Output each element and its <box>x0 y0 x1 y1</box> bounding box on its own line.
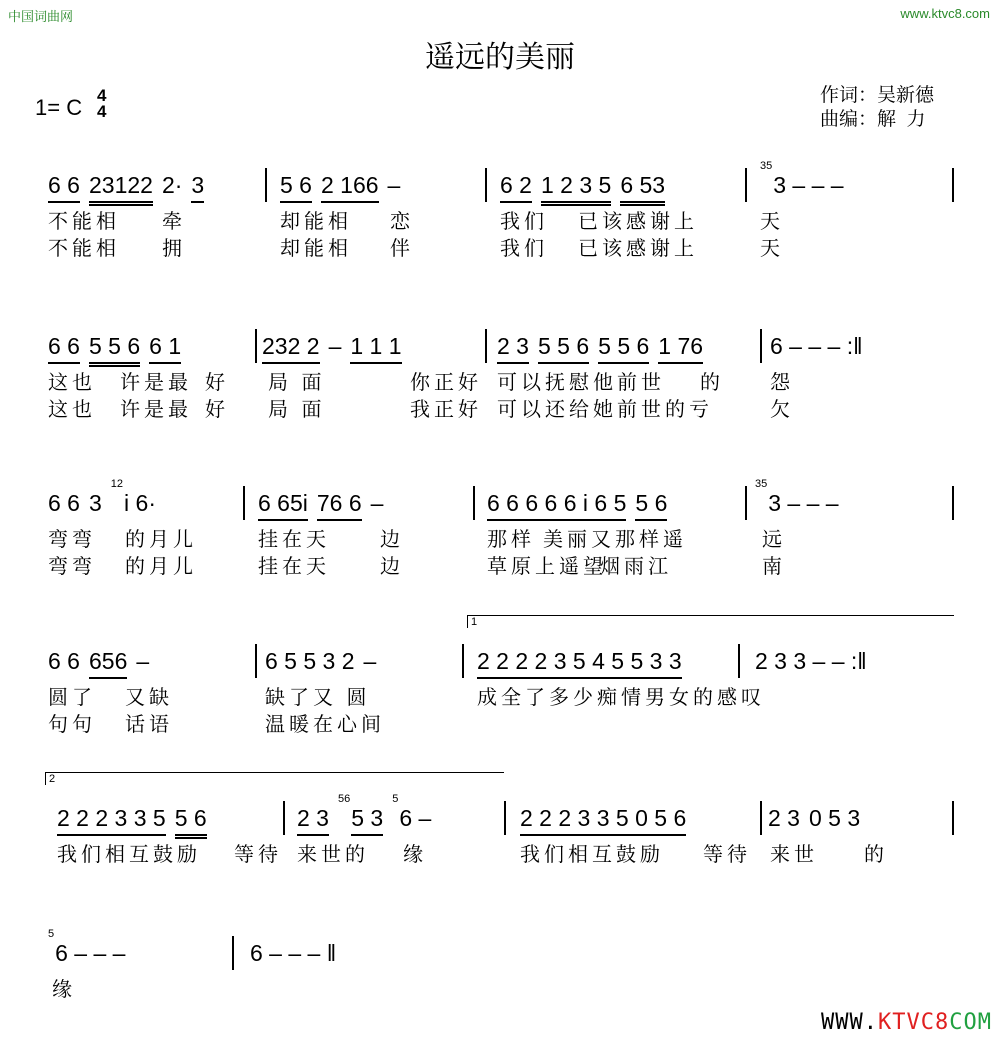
note-group: 5 5 6 <box>538 333 589 364</box>
note-group: 2· <box>161 172 183 198</box>
measure <box>48 648 158 679</box>
logo-www: WWW. <box>821 1010 879 1035</box>
logo-brand: KTVC8 <box>878 1010 950 1035</box>
lyric-word: 弯弯 <box>48 529 96 551</box>
note-group: – <box>363 648 377 674</box>
measure <box>497 333 712 364</box>
grace-note: 35 <box>760 160 773 172</box>
note-group: 5 6 <box>175 805 207 839</box>
note-group: 6 – – – :‖ <box>770 333 863 359</box>
lyric-word: 你正好 <box>410 372 482 394</box>
bar-line <box>504 801 506 835</box>
measure <box>48 333 190 367</box>
lyric-word: 这也 <box>48 372 96 394</box>
key-signature: 1= C <box>35 95 83 120</box>
lyric-word: 边 <box>380 529 404 551</box>
note-group: 5 5 6 <box>598 333 649 364</box>
measure <box>487 490 676 521</box>
note-group: 2 3 <box>497 333 529 364</box>
song-title: 遥远的美丽 <box>425 41 575 74</box>
note-group: 6 – – – <box>55 940 126 966</box>
lyric-word: 已该感谢上 <box>578 238 698 260</box>
note-group: 6 65i <box>258 490 308 521</box>
measure <box>520 805 695 836</box>
grace-note: 56 <box>337 793 351 805</box>
site-logo <box>821 1010 992 1035</box>
lyric-word: 却能相 <box>280 238 352 260</box>
bar-line <box>952 486 954 520</box>
lyric-word: 的 <box>700 372 724 394</box>
lyric-word: 南 <box>762 556 786 578</box>
lyric-word: 局 面 <box>268 399 326 421</box>
bar-line <box>462 644 464 678</box>
lyric-word: 天 <box>760 211 784 233</box>
lyric-word: 美丽又那样遥 <box>543 529 687 551</box>
note-group: 6 53 <box>620 172 665 206</box>
lyric-word: 局 面 <box>268 372 326 394</box>
note-group: 6 5 5 3 2 <box>265 648 355 674</box>
note-group: 2 166 <box>321 172 379 203</box>
volta-bracket: 2 <box>45 772 504 785</box>
measure <box>48 478 165 519</box>
note-group: 3 – – – <box>768 490 839 516</box>
grace-note: 12 <box>110 478 124 490</box>
measure <box>297 793 440 836</box>
note-group: 0 5 3 <box>808 805 861 831</box>
bar-line <box>485 329 487 363</box>
lyric-word: 可以还给她前世的亏 <box>497 399 713 421</box>
note-group: 5 3 <box>351 805 383 836</box>
measure <box>755 478 848 519</box>
lyric-word: 来世的 <box>297 844 369 866</box>
measure <box>500 172 674 206</box>
measure <box>755 648 876 677</box>
lyric-word: 烟雨江 <box>600 556 672 578</box>
note-group: 6 6 <box>48 490 80 516</box>
measure <box>48 172 213 206</box>
lyric-word: 天 <box>760 238 784 260</box>
bar-line <box>745 486 747 520</box>
grace-note: 35 <box>755 478 768 490</box>
note-group: 6 – – – ‖ <box>250 940 337 966</box>
note-group: 3 <box>191 172 204 203</box>
note-group: 5 6 <box>635 490 667 521</box>
note-group: 6 2 <box>500 172 532 203</box>
note-group: 2 2 2 2 3 5 4 5 5 3 3 <box>477 648 682 679</box>
note-group: – <box>328 333 342 359</box>
lyric-word: 怨 <box>770 372 794 394</box>
measure <box>770 333 872 362</box>
measure <box>262 333 411 364</box>
lyric-word: 可以抚慰他前世 <box>497 372 665 394</box>
lyric-word: 又缺 <box>125 687 173 709</box>
lyric-word: 我们相互鼓励 <box>520 844 664 866</box>
measure <box>258 490 392 521</box>
note-group: 76 6 <box>317 490 362 521</box>
lyric-word: 那样 <box>487 529 535 551</box>
time-signature <box>97 88 106 120</box>
note-group: 6 6 <box>48 648 80 674</box>
lyric-word: 这也 <box>48 399 96 421</box>
lyric-word: 缘 <box>403 844 427 866</box>
lyric-word: 边 <box>380 556 404 578</box>
lyric-word: 温暖在心间 <box>265 714 385 736</box>
bar-line <box>283 801 285 835</box>
volta-bracket: 1 <box>467 615 954 628</box>
measure <box>250 940 345 969</box>
bar-line <box>485 168 487 202</box>
lyric-word: 等待 <box>703 844 751 866</box>
note-group: 2 2 2 3 3 5 <box>57 805 166 836</box>
measure <box>760 160 853 201</box>
arranger-credit: 曲编：解 力 <box>820 109 926 130</box>
time-bottom: 4 <box>97 102 107 121</box>
lyric-word: 成全了多少痴情男女的感叹 <box>477 687 765 709</box>
lyric-word: 的月儿 <box>125 556 197 578</box>
lyric-word: 我们 <box>500 238 548 260</box>
lyric-word: 等待 <box>234 844 282 866</box>
bar-line <box>255 644 257 678</box>
site-url-right[interactable]: www.ktvc8.com <box>900 6 990 21</box>
logo-com: COM <box>949 1010 992 1035</box>
lyric-word: 好 <box>205 399 229 421</box>
note-group: 1 2 3 5 <box>541 172 611 206</box>
note-group: i 6· <box>124 490 156 516</box>
lyric-word: 挂在天 <box>258 556 330 578</box>
note-group: 2 3 3 – – :‖ <box>755 648 867 674</box>
lyric-word: 圆了 <box>48 687 96 709</box>
note-group: 2 3 <box>297 805 329 836</box>
lyric-word: 挂在天 <box>258 529 330 551</box>
lyric-word: 却能相 <box>280 211 352 233</box>
lyric-word: 弯弯 <box>48 556 96 578</box>
lyric-word: 远 <box>762 529 786 551</box>
bar-line <box>738 644 740 678</box>
lyric-word: 牵 <box>162 211 186 233</box>
lyricist-credit: 作词：吴新德 <box>820 85 935 106</box>
measure <box>265 648 385 677</box>
bar-line <box>745 168 747 202</box>
lyric-word: 不能相 <box>48 211 120 233</box>
measure <box>477 648 691 679</box>
bar-line <box>243 486 245 520</box>
time-top: 4 <box>97 86 107 105</box>
bar-line <box>760 801 762 835</box>
lyric-word: 许是最 <box>120 399 192 421</box>
lyric-word: 缺了又 圆 <box>265 687 371 709</box>
lyric-word: 好 <box>205 372 229 394</box>
lyric-word: 我们相互鼓励 <box>57 844 201 866</box>
note-group: 3 <box>88 490 102 516</box>
lyric-word: 我们 <box>500 211 548 233</box>
lyric-word: 我正好 <box>410 399 482 421</box>
bar-line <box>473 486 475 520</box>
note-group: 6 1 <box>149 333 181 364</box>
note-group: 2 2 2 3 3 5 0 5 6 <box>520 805 686 836</box>
note-group: 5 5 6 <box>89 333 140 367</box>
lyric-word: 恋 <box>390 211 414 233</box>
lyric-word: 许是最 <box>120 372 192 394</box>
note-group: 2 3 <box>768 805 800 831</box>
bar-line <box>952 801 954 835</box>
site-name-left[interactable]: 中国词曲网 <box>8 9 74 24</box>
note-group: 656 <box>89 648 127 679</box>
grace-note: 5 <box>392 793 399 805</box>
note-group: 232 2 <box>262 333 320 364</box>
lyric-word: 不能相 <box>48 238 120 260</box>
lyric-word: 拥 <box>162 238 186 260</box>
measure <box>57 805 216 839</box>
note-group: 3 – – – <box>773 172 844 198</box>
note-group: 1 76 <box>658 333 703 364</box>
note-group: 6 6 6 6 6 i 6 5 <box>487 490 626 521</box>
note-group: – <box>387 172 401 198</box>
note-group: 1 1 1 <box>350 333 401 364</box>
note-group: 6 6 <box>48 172 80 203</box>
note-group: 6 – <box>399 805 432 831</box>
lyric-word: 的月儿 <box>125 529 197 551</box>
lyric-word: 的 <box>864 844 888 866</box>
bar-line <box>265 168 267 202</box>
note-group: – <box>370 490 384 516</box>
lyric-word: 句句 <box>48 714 96 736</box>
grace-note: 5 <box>48 928 55 940</box>
measure <box>48 928 134 969</box>
lyric-word: 草原上遥望 <box>487 556 607 578</box>
measure <box>768 805 869 834</box>
lyric-word: 已该感谢上 <box>578 211 698 233</box>
bar-line <box>952 168 954 202</box>
bar-line <box>232 936 234 970</box>
lyric-word: 话语 <box>125 714 173 736</box>
lyric-word: 缘 <box>52 979 76 1001</box>
lyric-word: 伴 <box>390 238 414 260</box>
lyric-word: 欠 <box>770 399 794 421</box>
lyric-word: 来世 <box>770 844 818 866</box>
bar-line <box>255 329 257 363</box>
note-group: 23122 <box>89 172 153 206</box>
measure <box>280 172 409 203</box>
note-group: – <box>136 648 150 674</box>
bar-line <box>760 329 762 363</box>
note-group: 6 6 <box>48 333 80 364</box>
note-group: 5 6 <box>280 172 312 203</box>
